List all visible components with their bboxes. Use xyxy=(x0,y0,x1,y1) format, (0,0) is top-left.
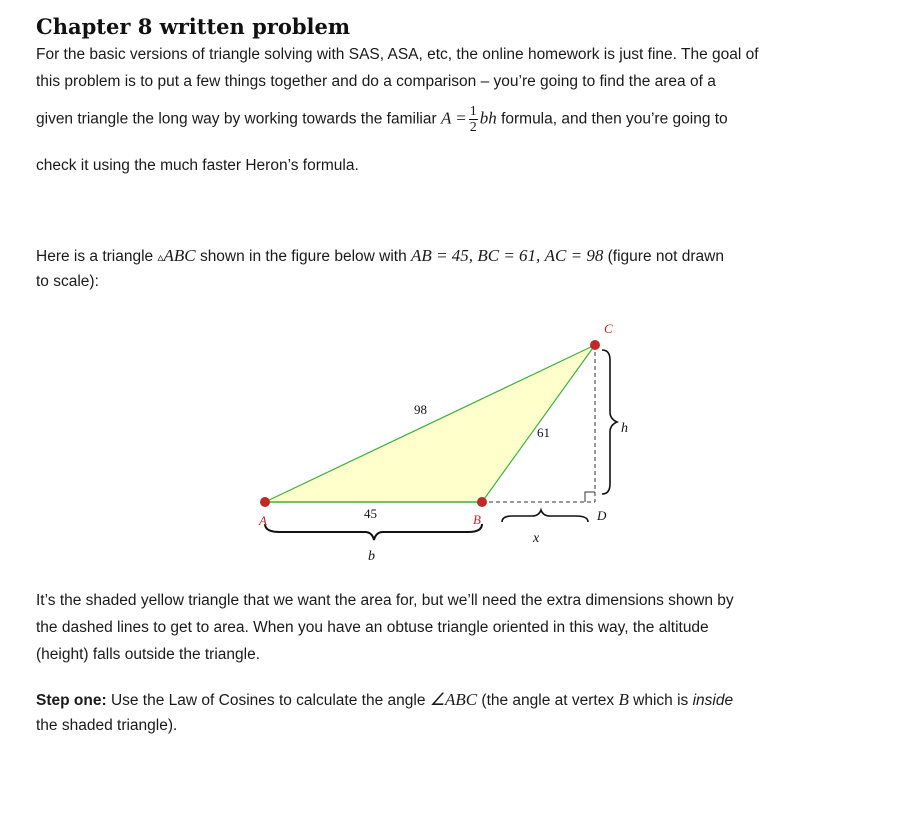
right-angle-mark xyxy=(585,492,595,502)
label-vertex-d: D xyxy=(597,508,607,523)
label-height-h: h xyxy=(621,421,628,436)
point-c xyxy=(590,340,600,350)
intro-line-2: this problem is to put a few things together and do a comparison – you’re going to find the area of a xyxy=(36,73,716,90)
formula-numerator: 1 xyxy=(469,104,477,119)
step-one-line-2: the shaded triangle). xyxy=(36,717,178,734)
page-title: Chapter 8 written problem xyxy=(36,14,351,39)
formula-rhs: bh xyxy=(479,108,497,128)
intro-line-1: For the basic versions of triangle solving with SAS, ASA, etc, the online homework is just fine. The goal of xyxy=(36,46,759,63)
intro-line-3 xyxy=(36,104,728,135)
step-one-angle: ∠ABC xyxy=(429,690,478,709)
side-ac-value: AC = 98 xyxy=(544,246,604,265)
given-text-a: Here is a triangle xyxy=(36,248,154,265)
label-side-ac: 98 xyxy=(414,402,427,417)
label-vertex-b: B xyxy=(473,512,481,527)
step-one-line-1 xyxy=(36,690,733,710)
step-one-vertex: B xyxy=(618,690,629,709)
step-one-text-a: Use the Law of Cosines to calculate the angle xyxy=(110,692,426,709)
explanation-line-2: the dashed lines to get to area. When you have an obtuse triangle oriented in this way, the altitude xyxy=(36,619,709,636)
step-one-emphasis: inside xyxy=(692,692,734,709)
triangle-name: ABC xyxy=(163,246,196,265)
point-a xyxy=(260,497,270,507)
intro-line-4: check it using the much faster Heron’s formula. xyxy=(36,157,359,174)
intro-line-3-end: formula, and then you’re going to xyxy=(501,110,728,128)
label-vertex-a: A xyxy=(259,513,267,528)
formula-lhs: A = xyxy=(440,108,467,128)
brace-h xyxy=(602,350,617,494)
given-line-2: to scale): xyxy=(36,273,99,290)
brace-b xyxy=(265,524,482,540)
formula-denominator: 2 xyxy=(469,120,477,135)
triangle-figure xyxy=(240,312,640,562)
label-vertex-c: C xyxy=(604,321,613,336)
side-bc-value: BC = 61, xyxy=(477,246,541,265)
intro-line-3-start: given triangle the long way by working towards the familiar xyxy=(36,110,437,128)
brace-x xyxy=(502,510,588,522)
formula-fraction xyxy=(469,104,478,135)
explanation-line-3: (height) falls outside the triangle. xyxy=(36,646,261,663)
side-ab-value: AB = 45, xyxy=(411,246,474,265)
label-side-ab: 45 xyxy=(364,506,377,521)
given-text-b: shown in the figure below with xyxy=(199,248,407,265)
explanation-line-1: It’s the shaded yellow triangle that we want the area for, but we’ll need the extra dimensions shown by xyxy=(36,592,734,609)
step-one-text-c: which is xyxy=(633,692,689,709)
label-side-bc: 61 xyxy=(537,425,550,440)
point-b xyxy=(477,497,487,507)
triangle-symbol: ▵ xyxy=(157,250,164,264)
step-one-label: Step one: xyxy=(36,692,107,709)
label-base-b: b xyxy=(368,549,375,562)
label-ext-x: x xyxy=(533,531,540,546)
given-text-c: (figure not drawn xyxy=(607,248,724,265)
step-one-text-b: (the angle at vertex xyxy=(481,692,615,709)
given-line-1 xyxy=(36,246,724,266)
